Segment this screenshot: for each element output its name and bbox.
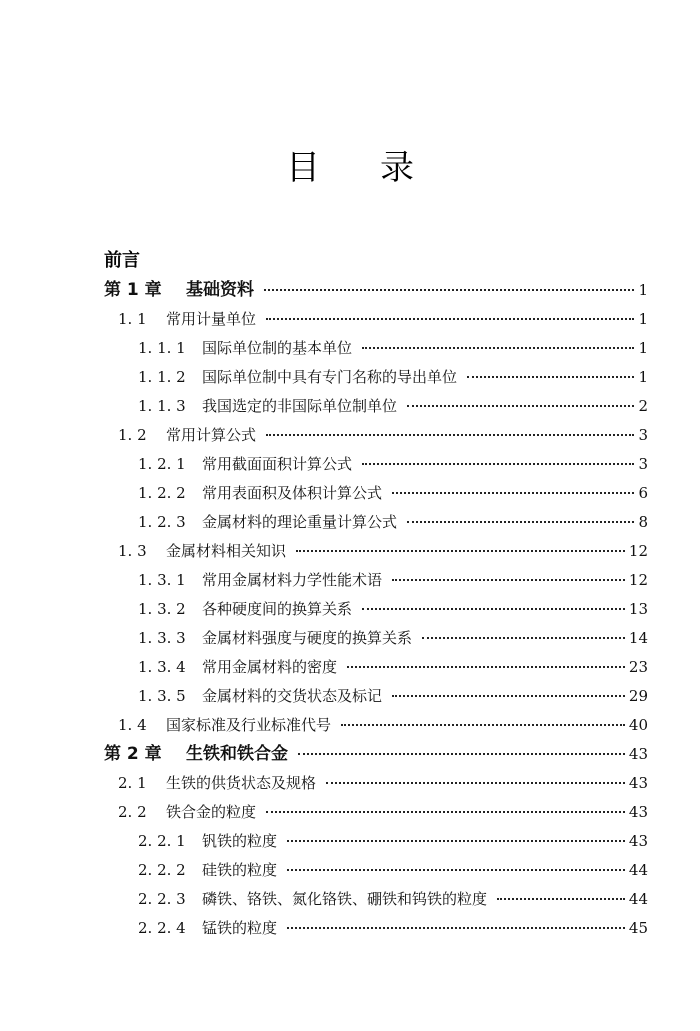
toc-entry-page: 40 xyxy=(628,716,648,734)
toc-entry-page: 43 xyxy=(628,803,648,821)
toc-entry-page: 45 xyxy=(628,919,648,937)
toc-entry-page: 3 xyxy=(638,455,648,473)
toc-entry-page: 43 xyxy=(628,774,648,792)
page-title xyxy=(0,140,700,189)
toc-dot-leader xyxy=(326,781,625,784)
toc-entry[interactable] xyxy=(118,539,648,563)
toc-dot-leader xyxy=(298,752,625,755)
toc-entry-title: 常用截面面积计算公式 xyxy=(202,455,353,473)
toc-entry-title: 常用金属材料的密度 xyxy=(202,658,338,676)
toc-dot-leader xyxy=(497,897,625,900)
toc-entry-page: 13 xyxy=(628,600,648,618)
toc-entry-title: 常用计量单位 xyxy=(166,310,257,328)
toc-entry-number: 1. 2 xyxy=(118,426,147,444)
toc-entry[interactable] xyxy=(138,452,648,476)
toc-dot-leader xyxy=(392,491,634,494)
toc-entry-number: 2. 2 xyxy=(118,803,147,821)
toc-entry-number: 1. 3. 2 xyxy=(138,600,186,618)
toc-entry-title: 常用金属材料力学性能术语 xyxy=(202,571,383,589)
toc-entry-page: 14 xyxy=(628,629,648,647)
toc-entry[interactable] xyxy=(138,829,648,853)
toc-entry-number: 2. 2. 4 xyxy=(138,919,186,937)
toc-entry-number: 2. 1 xyxy=(118,774,147,792)
toc-entry-number: 1. 3. 1 xyxy=(138,571,186,589)
toc-entry-title: 金属材料相关知识 xyxy=(166,542,287,560)
toc-dot-leader xyxy=(264,288,634,291)
toc-entry-number: 1. 3. 5 xyxy=(138,687,186,705)
toc-chapter[interactable] xyxy=(104,278,648,302)
toc-entry[interactable] xyxy=(138,336,648,360)
toc-dot-leader xyxy=(266,433,634,436)
toc-entry-number: 第 1 章 xyxy=(104,280,162,300)
toc-entry-page: 29 xyxy=(628,687,648,705)
toc-entry-number: 1. 3 xyxy=(118,542,147,560)
title-char-1: 目 xyxy=(286,148,320,188)
toc-entry[interactable] xyxy=(138,365,648,389)
toc-entry-number: 1. 1 xyxy=(118,310,147,328)
toc-entry[interactable] xyxy=(138,887,648,911)
toc-dot-leader xyxy=(287,926,625,929)
toc-entry[interactable] xyxy=(138,626,648,650)
toc-entry-page: 12 xyxy=(628,542,648,560)
toc-entry[interactable] xyxy=(138,916,648,940)
toc-dot-leader xyxy=(362,607,625,610)
toc-entry[interactable] xyxy=(138,568,648,592)
toc-preface[interactable]: 前言 xyxy=(104,250,140,271)
toc-entry-number: 1. 2. 1 xyxy=(138,455,186,473)
toc-dot-leader xyxy=(287,839,625,842)
toc-entry-page: 43 xyxy=(628,832,648,850)
toc-entry-title: 我国选定的非国际单位制单位 xyxy=(202,397,398,415)
toc-entry-title: 生铁的供货状态及规格 xyxy=(166,774,317,792)
toc-entry-number: 2. 2. 1 xyxy=(138,832,186,850)
toc-entry-title: 国际单位制中具有专门名称的导出单位 xyxy=(202,368,458,386)
toc-entry-number: 2. 2. 2 xyxy=(138,861,186,879)
toc-entry-title: 国家标准及行业标准代号 xyxy=(166,716,332,734)
toc-entry-page: 1 xyxy=(638,368,648,386)
toc-entry[interactable] xyxy=(118,423,648,447)
toc-entry-number: 1. 1. 2 xyxy=(138,368,186,386)
toc-dot-leader xyxy=(266,810,625,813)
toc-entry[interactable] xyxy=(118,771,648,795)
toc-entry-title: 国际单位制的基本单位 xyxy=(202,339,353,357)
toc-entry-title: 钒铁的粒度 xyxy=(202,832,278,850)
toc-entry[interactable] xyxy=(138,655,648,679)
toc-entry-number: 1. 4 xyxy=(118,716,147,734)
toc-entry-title: 生铁和铁合金 xyxy=(186,744,288,764)
toc-dot-leader xyxy=(362,462,634,465)
toc-entry-page: 8 xyxy=(638,513,648,531)
toc-entry-number: 1. 3. 4 xyxy=(138,658,186,676)
toc-entry-number: 第 2 章 xyxy=(104,744,162,764)
toc-entry[interactable] xyxy=(138,394,648,418)
toc-dot-leader xyxy=(392,578,625,581)
toc-entry-title: 金属材料的交货状态及标记 xyxy=(202,687,383,705)
toc-dot-leader xyxy=(467,375,634,378)
toc-entry-title: 金属材料的理论重量计算公式 xyxy=(202,513,398,531)
toc-dot-leader xyxy=(341,723,625,726)
toc-entry-page: 23 xyxy=(628,658,648,676)
title-char-2: 录 xyxy=(380,148,414,188)
toc-entry-title: 铁合金的粒度 xyxy=(166,803,257,821)
toc-entry-page: 43 xyxy=(628,745,648,763)
toc-chapter[interactable] xyxy=(104,742,648,766)
toc-entry-page: 12 xyxy=(628,571,648,589)
toc-entry[interactable] xyxy=(138,510,648,534)
toc-entry-page: 1 xyxy=(638,310,648,328)
toc-entry-page: 44 xyxy=(628,861,648,879)
toc-entry-page: 44 xyxy=(628,890,648,908)
toc-entry-title: 金属材料强度与硬度的换算关系 xyxy=(202,629,413,647)
toc-dot-leader xyxy=(347,665,625,668)
toc-entry-page: 6 xyxy=(638,484,648,502)
toc-entry-title: 锰铁的粒度 xyxy=(202,919,278,937)
toc-entry-number: 1. 3. 3 xyxy=(138,629,186,647)
toc-entry-page: 1 xyxy=(638,339,648,357)
toc-dot-leader xyxy=(287,868,625,871)
toc-entry-number: 1. 2. 2 xyxy=(138,484,186,502)
toc-entry[interactable] xyxy=(118,713,648,737)
toc-entry[interactable] xyxy=(138,684,648,708)
toc-dot-leader xyxy=(362,346,634,349)
toc-entry-page: 3 xyxy=(638,426,648,444)
toc-dot-leader xyxy=(407,404,634,407)
toc-entry[interactable] xyxy=(138,597,648,621)
toc-entry-page: 2 xyxy=(638,397,648,415)
toc-entry[interactable] xyxy=(138,481,648,505)
toc-entry[interactable] xyxy=(118,307,648,331)
toc-dot-leader xyxy=(407,520,634,523)
toc-dot-leader xyxy=(266,317,634,320)
toc-entry[interactable] xyxy=(138,858,648,882)
toc-entry[interactable] xyxy=(118,800,648,824)
toc-entry-title: 硅铁的粒度 xyxy=(202,861,278,879)
toc-dot-leader xyxy=(422,636,625,639)
toc-dot-leader xyxy=(392,694,625,697)
toc-entry-title: 常用计算公式 xyxy=(166,426,257,444)
toc-entry-number: 2. 2. 3 xyxy=(138,890,186,908)
toc-dot-leader xyxy=(296,549,625,552)
toc-entry-number: 1. 1. 1 xyxy=(138,339,186,357)
toc-entry-title: 各种硬度间的换算关系 xyxy=(202,600,353,618)
toc-entry-title: 常用表面积及体积计算公式 xyxy=(202,484,383,502)
toc-entry-title: 磷铁、铬铁、氮化铬铁、硼铁和钨铁的粒度 xyxy=(202,890,488,908)
toc-entry-page: 1 xyxy=(638,281,648,299)
toc-entry-title: 基础资料 xyxy=(186,280,254,300)
toc-entry-number: 1. 2. 3 xyxy=(138,513,186,531)
toc-entry-number: 1. 1. 3 xyxy=(138,397,186,415)
